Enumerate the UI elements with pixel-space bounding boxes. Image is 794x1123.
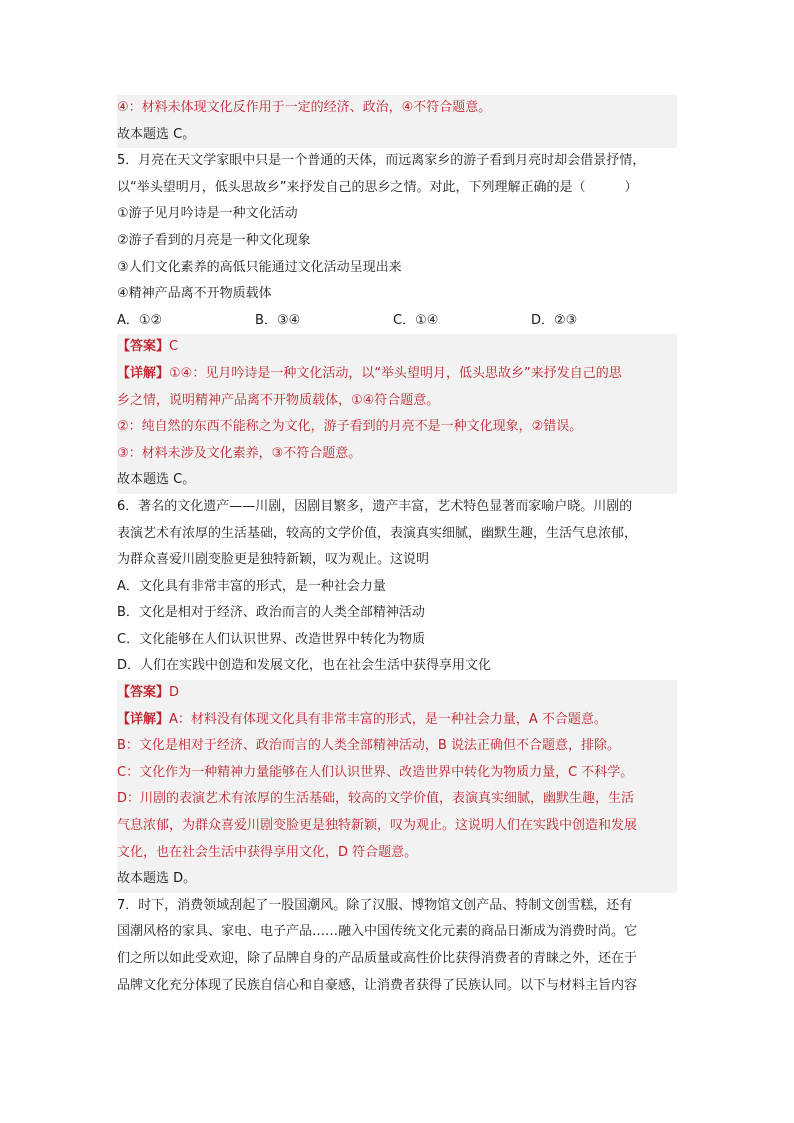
q5-item: ②游子看到的月亮是一种文化现象 — [117, 232, 311, 248]
q5-answer — [117, 334, 677, 361]
q6-question — [117, 494, 677, 680]
q6-option-b: B．文化是相对于经济、政治而言的人类全部精神活动 — [117, 605, 425, 621]
q6-explain-line: 气息浓郁，为群众喜爱川剧变脸更是独特新颖，叹为观止。这说明人们在实践中创造和发展 — [117, 818, 638, 834]
q4-conclusion: 故本题选 C。 — [117, 126, 196, 142]
q5-item: ③人们文化素养的高低只能通过文化活动呈现出来 — [117, 259, 402, 275]
q6-option-c: C．文化能够在人们认识世界、改造世界中转化为物质 — [117, 631, 426, 647]
q7-stem-line: 7．时下，消费领域刮起了一股国潮风。除了汉服、博物馆文创产品、特制文创雪糕，还有 — [117, 897, 633, 913]
q6-option-d: D．人们在实践中创造和发展文化，也在社会生活中获得享用文化 — [117, 658, 492, 674]
q6-conclusion: 故本题选 D。 — [117, 871, 197, 887]
q7-stem-line: 国潮风格的家具、家电、电子产品……融入中国传统文化元素的商品日渐成为消费时尚。它 — [117, 924, 638, 940]
q7-stem-line: 品牌文化充分体现了民族自信心和自豪感，让消费者获得了民族认同。以下与材料主旨内容 — [117, 977, 638, 993]
q5-option-a: A．①② — [117, 312, 163, 328]
q6-stem-line: 6．著名的文化遗产——川剧，因剧目繁多，遗产丰富，艺术特色显著而家喻户晓。川剧的 — [117, 498, 633, 514]
q6-explain-line: 文化，也在社会生活中获得享用文化，D 符合题意。 — [117, 844, 418, 860]
q5-item: ①游子见月吟诗是一种文化活动 — [117, 206, 298, 222]
q6-answer — [117, 680, 677, 707]
q5-option-d: D．②③ — [531, 312, 578, 328]
answer-tag: 【答案】 — [117, 339, 170, 355]
answer-value: C — [169, 339, 179, 355]
q4-explanation-block — [117, 95, 677, 148]
q5-stem-line: 以“举头望明月，低头思故乡”来抒发自己的思乡之情。对此，下列理解正确的是（ ） — [117, 179, 638, 195]
q6-explain-line: D：川剧的表演艺术有浓厚的生活基础，较高的文学价值，表演真实细腻，幽默生趣，生活 — [117, 791, 635, 807]
q6-stem-line: 表演艺术有浓厚的生活基础，较高的文学价值，表演真实细腻，幽默生趣，生活气息浓郁， — [117, 525, 638, 541]
q5-conclusion: 故本题选 C。 — [117, 472, 196, 488]
q5-question — [117, 148, 677, 334]
q4-explain-line: ④：材料未体现文化反作用于一定的经济、政治，④不符合题意。 — [117, 100, 492, 115]
q5-item: ④精神产品离不开物质载体 — [117, 286, 272, 302]
q5-explain-line — [117, 361, 677, 388]
q6-explain-line: B：文化是相对于经济、政治而言的人类全部精神活动，B 说法正确但不合题意，排除。 — [117, 738, 620, 754]
q7-question — [117, 893, 677, 999]
q5-explain-line: ②：纯自然的东西不能称之为文化，游子看到的月亮不是一种文化现象，②错误。 — [117, 419, 583, 435]
q6-answer-block — [117, 680, 677, 893]
answer-tag: 【答案】 — [117, 685, 170, 701]
explain-text: ①④：见月吟诗是一种文化活动，以“举头望明月，低头思故乡”来抒发自己的思 — [169, 365, 622, 381]
q5-option-c: C．①④ — [393, 312, 439, 328]
q5-stem-line: 5．月亮在天文学家眼中只是一个普通的天体，而远离家乡的游子看到月亮时却会借景抒情， — [117, 153, 646, 169]
q7-stem-line: 们之所以如此受欢迎，除了品牌自身的产品质量或高性价比获得消费者的青睐之外，还在于 — [117, 951, 638, 966]
document-page — [117, 95, 677, 999]
answer-value: D — [169, 685, 180, 701]
explain-tag: 【详解】 — [117, 711, 170, 727]
q5-options — [117, 308, 677, 335]
q5-explain-line: 乡之情，说明精神产品离不开物质载体，①④符合题意。 — [117, 392, 440, 408]
explain-tag: 【详解】 — [117, 365, 170, 381]
q5-answer-block — [117, 334, 677, 494]
q5-option-b: B．③④ — [255, 312, 301, 328]
q6-explain-line: C：文化作为一种精神力量能够在人们认识世界、改造世界中转化为物质力量，C 不科学。 — [117, 764, 634, 780]
q6-stem-line: 为群众喜爱川剧变脸更是独特新颖，叹为观止。这说明 — [117, 552, 430, 568]
q6-explain-line — [117, 707, 677, 734]
q6-option-a: A．文化具有非常丰富的形式，是一种社会力量 — [117, 578, 386, 594]
q5-explain-line: ③：材料未涉及文化素养，③不符合题意。 — [117, 445, 362, 461]
explain-text: A：材料没有体现文化具有非常丰富的形式，是一种社会力量，A 不合题意。 — [169, 711, 607, 727]
